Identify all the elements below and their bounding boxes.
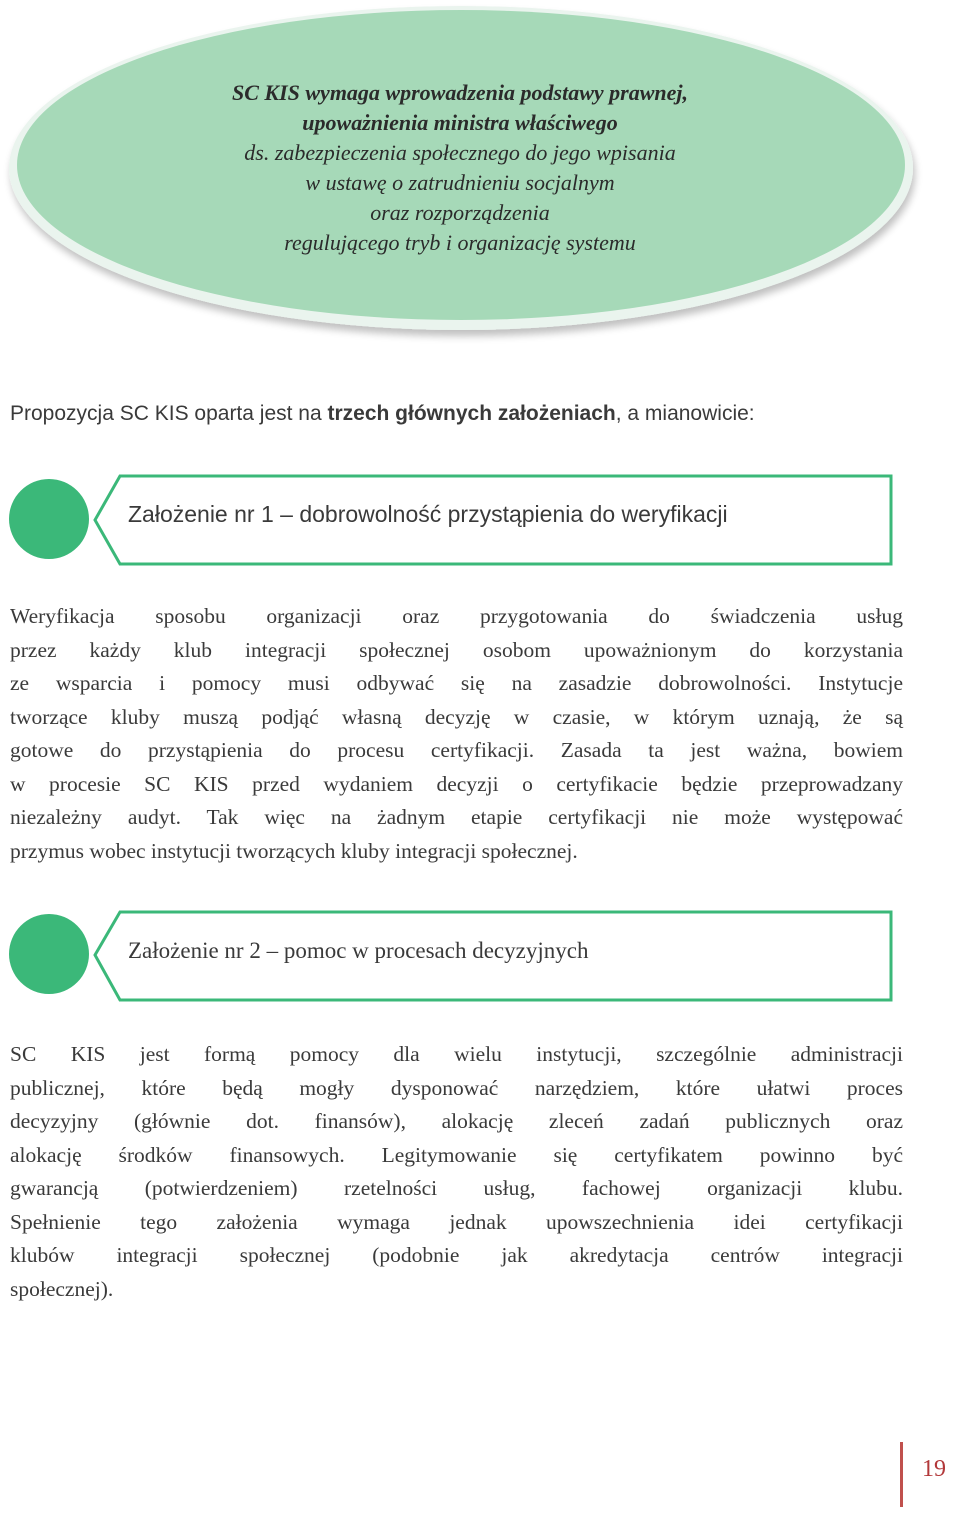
paragraph-line: w procesie SC KIS przed wydaniem decyzji o certyfikacie będzie przeprowadzany (10, 771, 903, 796)
paragraph-line: alokację środków finansowych. Legitymowanie się certyfikatem powinno być (10, 1142, 903, 1167)
intro-after: , a mianowicie: (615, 402, 755, 425)
paragraph-1 (10, 600, 903, 868)
callout-ellipse (0, 0, 960, 345)
paragraph-line: Spełnienie tego założenia wymaga jednak upowszechnienia idei certyfikacji (10, 1209, 903, 1234)
paragraph-line: gotowe do przystąpienia do procesu certyfikacji. Zasada ta jest ważna, bowiem (10, 738, 903, 762)
page-number-rule (900, 1442, 903, 1507)
page-footer (900, 1442, 960, 1507)
intro-bold: trzech głównych założeniach (327, 402, 616, 425)
assumption-2-box (0, 905, 900, 1005)
paragraph-line: decyzyjny (głównie dot. finansów), alokację zleceń zadań publicznych oraz (10, 1109, 903, 1133)
paragraph-line: gwarancją (potwierdzeniem) rzetelności usług, fachowej organizacji klubu. (10, 1176, 903, 1200)
paragraph-line: przymus wobec instytucji tworzących kluby integracji społecznej. (10, 838, 578, 863)
paragraph-line: Weryfikacja sposobu organizacji oraz przygotowania do świadczenia usług (10, 604, 903, 628)
callout-line: upoważnienia ministra właściwego (302, 110, 618, 135)
assumption-1-label: Założenie nr 1 – dobrowolność przystąpienia do weryfikacji (128, 501, 728, 527)
assumption-1-box (0, 470, 900, 570)
paragraph-line: publicznej, które będą mogły dysponować narzędziem, które ułatwi proces (10, 1075, 903, 1100)
paragraph-2 (10, 1038, 903, 1306)
paragraph-line: społecznej). (10, 1276, 114, 1301)
page-number: 19 (922, 1456, 946, 1482)
paragraph-line: tworzące kluby muszą podjąć własną decyzję w czasie, w którym uznają, że są (10, 704, 903, 729)
paragraph-line: niezależny audyt. Tak więc na żadnym etapie certyfikacji nie może występować (10, 805, 903, 829)
intro-sentence (10, 402, 755, 426)
intro-before: Propozycja SC KIS oparta jest na (10, 402, 328, 425)
paragraph-line: przez każdy klub integracji społecznej osobom upoważnionym do korzystania (10, 637, 903, 662)
callout-line: oraz rozporządzenia (370, 200, 550, 225)
paragraph-line: klubów integracji społecznej (podobnie jak akredytacja centrów integracji (10, 1243, 903, 1267)
callout-line: w ustawę o zatrudnieniu socjalnym (305, 170, 615, 195)
callout-text (150, 78, 770, 258)
callout-line: SC KIS wymaga wprowadzenia podstawy prawnej, (232, 80, 688, 105)
callout-line: regulującego tryb i organizację systemu (284, 230, 636, 255)
paragraph-line: ze wsparcia i pomocy musi odbywać się na zasadzie dobrowolności. Instytucje (10, 671, 903, 695)
callout-line: ds. zabezpieczenia społecznego do jego wpisania (244, 140, 676, 165)
bullet-circle-icon (9, 914, 89, 994)
paragraph-line: SC KIS jest formą pomocy dla wielu instytucji, szczególnie administracji (10, 1042, 903, 1066)
bullet-circle-icon (9, 479, 89, 559)
assumption-2-label: Założenie nr 2 – pomoc w procesach decyzyjnych (128, 938, 589, 963)
